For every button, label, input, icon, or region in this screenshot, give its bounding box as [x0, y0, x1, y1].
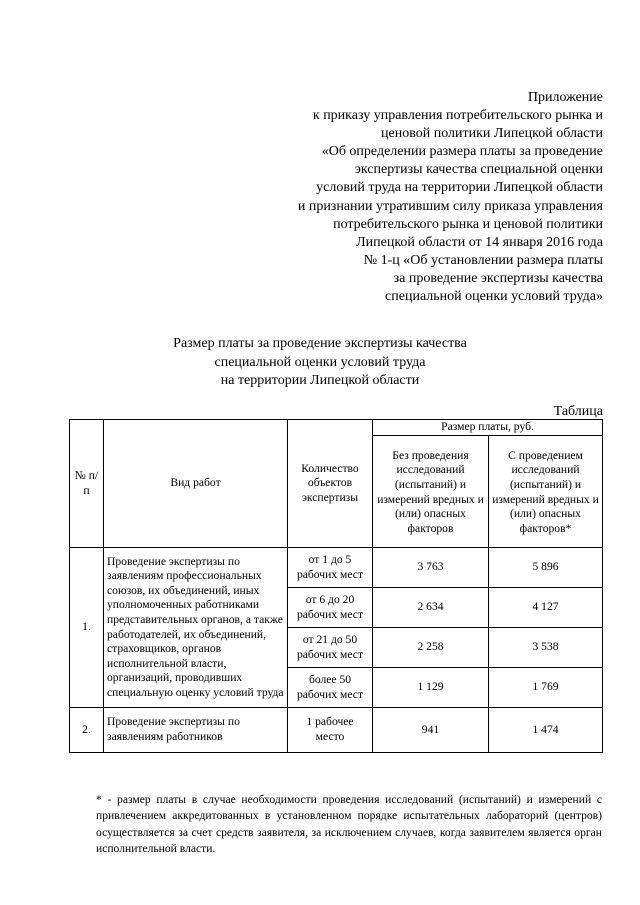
appendix-line: за проведение экспертизы качества — [393, 270, 603, 286]
row-objects: от 1 до 5 рабочих мест — [288, 548, 373, 588]
document-title — [0, 335, 640, 391]
row-work-type: Проведение экспертизы по заявлениям профессиональных союзов, их объединений, иных уполномоченных работниками представительных органов, а также работодателей, их объединений, страховщиков, органов исполнительной власти, организаций, проводивших специальную оценку условий труда — [104, 548, 288, 708]
row-fee-with: 1 769 — [489, 668, 603, 708]
row-fee-without: 941 — [373, 708, 489, 753]
table-row — [70, 708, 603, 753]
row-fee-with: 4 127 — [489, 588, 603, 628]
footnote: * - размер платы в случае необходимости проведения исследований (испытаний) и измерений с привлечением аккредитованных в установленном порядке испытательных лабораторий (центров) осуществляется за счет средств заявителя, за исключением случаев, когда заявителем является орган исполнительной власти. — [96, 793, 602, 855]
row-fee-without: 2 258 — [373, 628, 489, 668]
header-num: № п/п — [70, 420, 104, 548]
header-without-research: Без проведения исследований (испытаний) и измерений вредных и (или) опасных факторов — [373, 436, 489, 548]
row-fee-without: 1 129 — [373, 668, 489, 708]
appendix-line: условий труда на территории Липецкой области — [316, 180, 603, 196]
header-objects: Количество объектов экспертизы — [288, 420, 373, 548]
appendix-line: специальной оценки условий труда» — [385, 289, 603, 305]
title-line: специальной оценки условий труда — [214, 354, 426, 370]
appendix-line: Приложение — [527, 90, 603, 105]
header-with-research: С проведением исследований (испытаний) и измерений вредных и (или) опасных факторов* — [489, 436, 603, 548]
row-fee-with: 3 538 — [489, 628, 603, 668]
title-line: на территории Липецкой области — [220, 373, 420, 388]
row-objects: более 50 рабочих мест — [288, 668, 373, 708]
row-objects: 1 рабочее место — [288, 708, 373, 753]
appendix-line: и признании утратившим силу приказа управления — [297, 198, 603, 214]
table-row — [70, 548, 603, 588]
row-fee-with: 1 474 — [489, 708, 603, 753]
appendix-line: № 1-ц «Об установлении размера платы — [363, 252, 603, 268]
appendix-line: ценовой политики Липецкой области — [381, 126, 603, 142]
row-objects: от 6 до 20 рабочих мест — [288, 588, 373, 628]
header-work-type: Вид работ — [104, 420, 288, 548]
table-caption: Таблица — [553, 404, 603, 419]
appendix-line: к приказу управления потребительского рынка и — [312, 108, 603, 124]
header-fee-group: Размер платы, руб. — [373, 420, 603, 436]
appendix-line: потребительского рынка и ценовой политики — [333, 216, 603, 232]
row-work-type: Проведение экспертизы по заявлениям работников — [104, 708, 288, 753]
appendix-line: экспертизы качества специальной оценки — [354, 162, 603, 178]
row-fee-without: 2 634 — [373, 588, 489, 628]
title-line: Размер платы за проведение экспертизы качества — [173, 336, 467, 351]
table-header-row — [70, 420, 603, 436]
row-num: 2. — [70, 708, 104, 753]
appendix-block — [243, 89, 603, 306]
row-fee-with: 5 896 — [489, 548, 603, 588]
row-fee-without: 3 763 — [373, 548, 489, 588]
appendix-line: Липецкой области от 14 января 2016 года — [356, 234, 603, 250]
row-num: 1. — [70, 548, 104, 708]
row-objects: от 21 до 50 рабочих мест — [288, 628, 373, 668]
appendix-line: «Об определении размера платы за проведение — [321, 144, 603, 160]
fee-table — [69, 419, 603, 753]
